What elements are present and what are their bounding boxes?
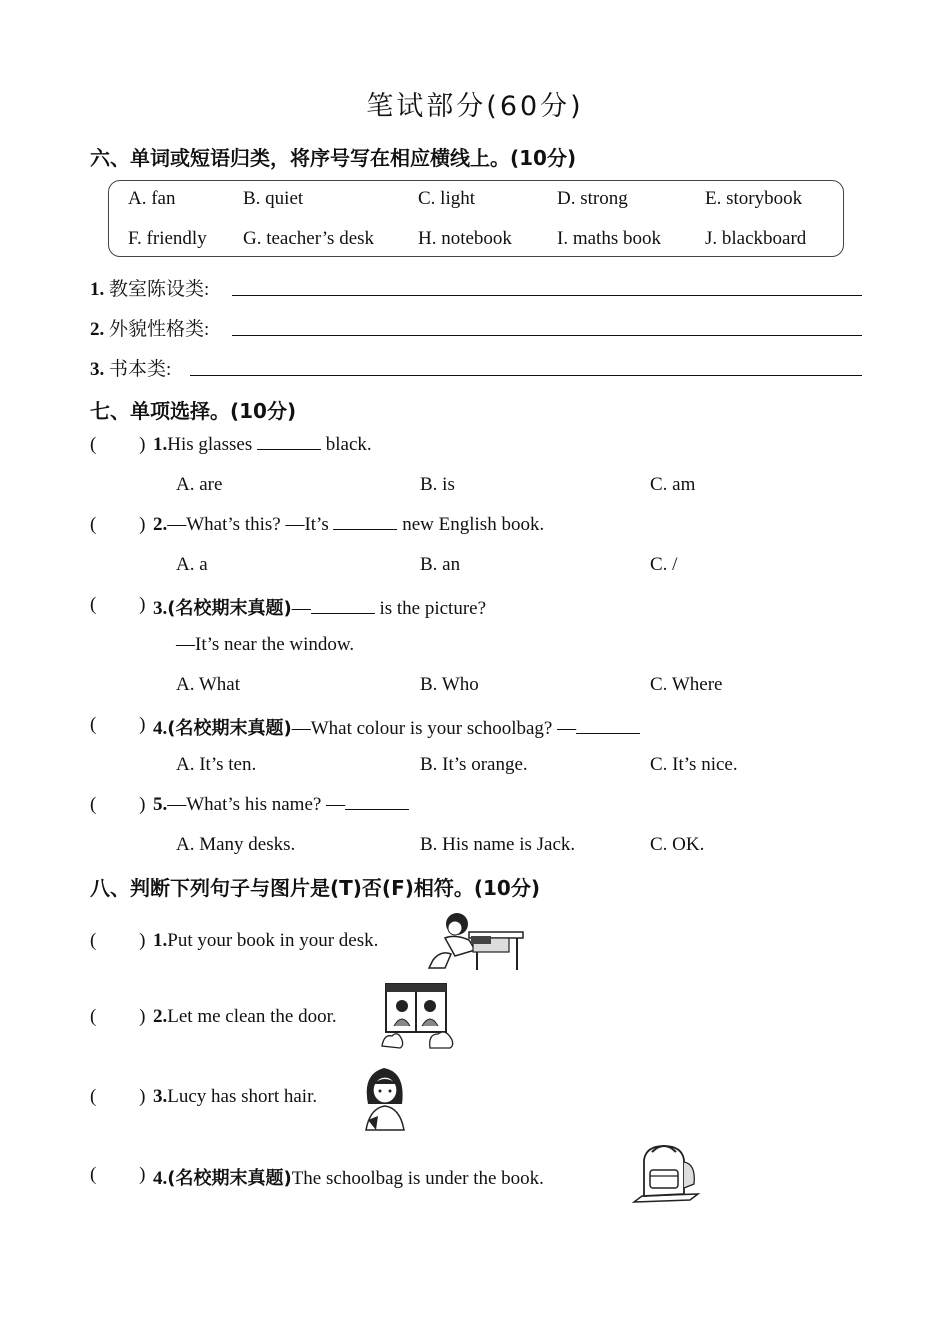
statement-number: 2. bbox=[153, 1006, 168, 1027]
question-3-reply: —It’s near the window. bbox=[176, 634, 355, 655]
question-text: black. bbox=[320, 434, 372, 455]
question-text: His glasses bbox=[167, 434, 257, 455]
question-text: —What’s his name? — bbox=[167, 794, 346, 815]
option-c[interactable]: C. OK. bbox=[650, 834, 705, 855]
option-a[interactable]: A. a bbox=[176, 554, 208, 575]
option-a[interactable]: A. What bbox=[176, 674, 241, 695]
statement-3 bbox=[153, 1086, 317, 1108]
question-text: is the picture? bbox=[374, 598, 487, 619]
source-tag: (名校期末真题) bbox=[167, 598, 292, 619]
category-label: 教室陈设类: bbox=[109, 279, 210, 300]
category-3-answer-line[interactable] bbox=[190, 375, 862, 376]
word-bank-item: I. maths book bbox=[557, 228, 661, 249]
statement-number: 3. bbox=[153, 1086, 168, 1107]
option-b[interactable]: B. Who bbox=[420, 674, 479, 695]
answer-bracket[interactable]: ( ) bbox=[90, 1086, 146, 1107]
option-c[interactable]: C. / bbox=[650, 554, 678, 575]
option-c[interactable]: C. am bbox=[650, 474, 696, 495]
statement-text: Let me clean the door. bbox=[167, 1006, 337, 1027]
blank-line bbox=[333, 515, 397, 530]
word-bank-item: C. light bbox=[418, 188, 476, 209]
statement-1 bbox=[153, 930, 378, 952]
question-number: 1. bbox=[153, 434, 168, 455]
question-text: — bbox=[291, 598, 311, 619]
option-b[interactable]: B. an bbox=[420, 554, 461, 575]
girl-illustration bbox=[358, 1064, 412, 1134]
statement-text: Lucy has short hair. bbox=[167, 1086, 318, 1107]
blank-line bbox=[257, 435, 321, 450]
statement-number: 4. bbox=[153, 1168, 168, 1189]
option-b[interactable]: B. It’s orange. bbox=[420, 754, 528, 775]
statement-number: 1. bbox=[153, 930, 168, 951]
option-a[interactable]: A. Many desks. bbox=[176, 834, 296, 855]
source-tag: (名校期末真题) bbox=[167, 718, 292, 739]
blank-line bbox=[311, 599, 375, 614]
blank-line bbox=[345, 795, 409, 810]
source-tag: (名校期末真题) bbox=[167, 1168, 292, 1189]
question-2 bbox=[153, 514, 544, 536]
answer-bracket[interactable]: ( ) bbox=[90, 1006, 146, 1027]
word-bank-item: F. friendly bbox=[128, 228, 207, 249]
answer-bracket[interactable]: ( ) bbox=[90, 794, 146, 815]
category-1 bbox=[90, 274, 209, 301]
answer-bracket[interactable]: ( ) bbox=[90, 514, 146, 535]
answer-bracket[interactable]: ( ) bbox=[90, 434, 146, 455]
category-2-answer-line[interactable] bbox=[232, 335, 862, 336]
question-3 bbox=[153, 594, 486, 620]
word-bank-item: D. strong bbox=[557, 188, 628, 209]
answer-bracket[interactable]: ( ) bbox=[90, 594, 146, 615]
question-number: 4. bbox=[153, 718, 168, 739]
category-number: 3. bbox=[90, 359, 105, 380]
answer-bracket[interactable]: ( ) bbox=[90, 930, 146, 951]
answer-bracket[interactable]: ( ) bbox=[90, 1164, 146, 1185]
question-1 bbox=[153, 434, 372, 456]
word-bank-item: A. fan bbox=[128, 188, 176, 209]
statement-text: Put your book in your desk. bbox=[167, 930, 379, 951]
page-title: 笔试部分(60分) bbox=[366, 91, 584, 122]
category-label: 外貌性格类: bbox=[109, 319, 210, 340]
window-cleaning-illustration bbox=[380, 980, 456, 1050]
category-label: 书本类: bbox=[109, 359, 172, 380]
option-a[interactable]: A. It’s ten. bbox=[176, 754, 257, 775]
section-8-heading: 八、判断下列句子与图片是(T)否(F)相符。(10分) bbox=[90, 876, 540, 900]
word-bank-item: J. blackboard bbox=[705, 228, 807, 249]
option-b[interactable]: B. is bbox=[420, 474, 455, 495]
question-4 bbox=[153, 714, 640, 740]
word-bank-item: H. notebook bbox=[418, 228, 512, 249]
category-number: 1. bbox=[90, 279, 105, 300]
schoolbag-illustration bbox=[630, 1140, 702, 1208]
word-bank-item: B. quiet bbox=[243, 188, 304, 209]
option-c[interactable]: C. Where bbox=[650, 674, 723, 695]
option-b[interactable]: B. His name is Jack. bbox=[420, 834, 576, 855]
question-5 bbox=[153, 794, 409, 816]
section-7-heading: 七、单项选择。(10分) bbox=[90, 399, 297, 423]
answer-bracket[interactable]: ( ) bbox=[90, 714, 146, 735]
category-number: 2. bbox=[90, 319, 105, 340]
section-6-heading: 六、单词或短语归类，将序号写在相应横线上。(10分) bbox=[90, 146, 577, 170]
question-text: new English book. bbox=[397, 514, 545, 535]
word-bank-item: G. teacher’s desk bbox=[243, 228, 375, 249]
statement-4 bbox=[153, 1164, 544, 1190]
option-a[interactable]: A. are bbox=[176, 474, 223, 495]
statement-text: The schoolbag is under the book. bbox=[291, 1168, 544, 1189]
statement-2 bbox=[153, 1006, 337, 1028]
word-bank-item: E. storybook bbox=[705, 188, 803, 209]
category-2 bbox=[90, 314, 209, 341]
category-1-answer-line[interactable] bbox=[232, 295, 862, 296]
option-c[interactable]: C. It’s nice. bbox=[650, 754, 738, 775]
question-number: 3. bbox=[153, 598, 168, 619]
category-3 bbox=[90, 354, 171, 381]
question-text: —What’s this? —It’s bbox=[167, 514, 334, 535]
question-number: 2. bbox=[153, 514, 168, 535]
boy-desk-illustration bbox=[425, 910, 527, 972]
blank-line bbox=[576, 719, 640, 734]
question-text: —What colour is your schoolbag? — bbox=[291, 718, 577, 739]
question-number: 5. bbox=[153, 794, 168, 815]
